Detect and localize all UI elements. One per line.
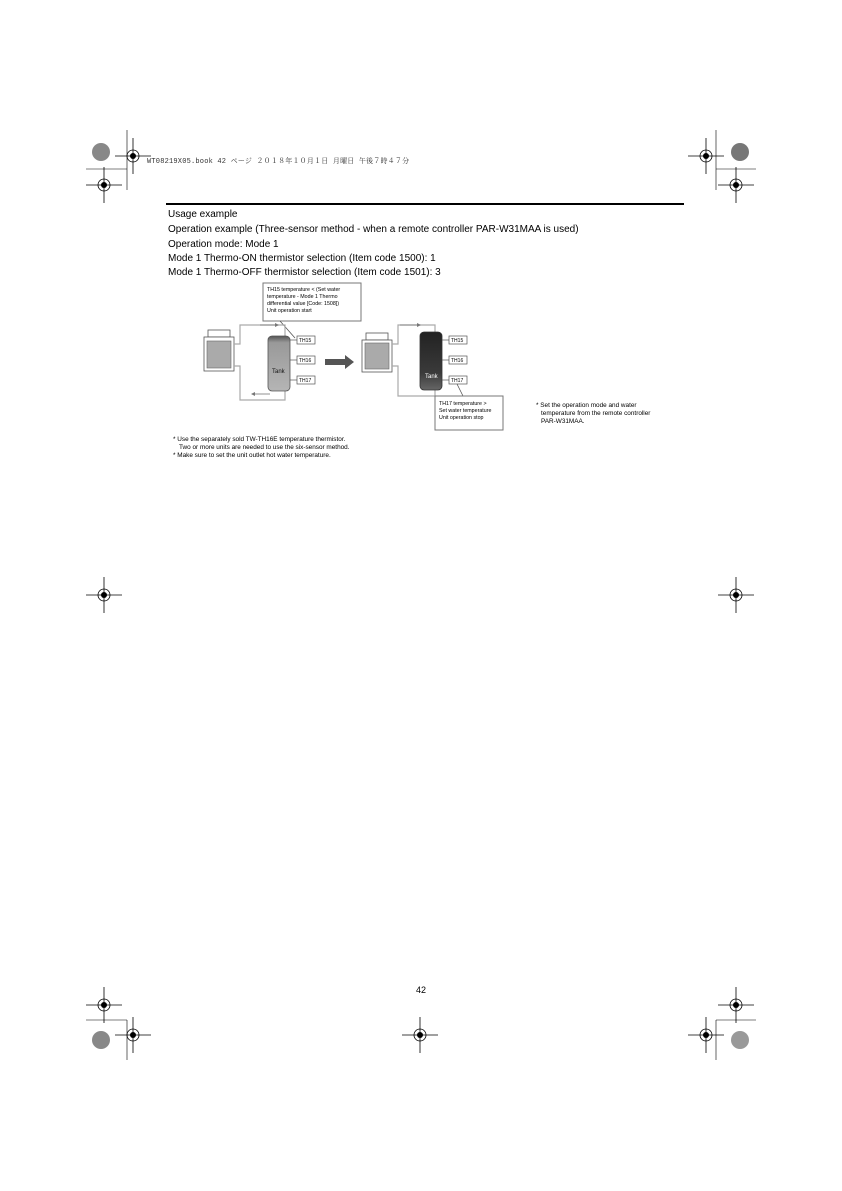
- crosshair-icon: [86, 987, 122, 1023]
- th15-label: TH15: [451, 338, 464, 344]
- page-number: 42: [415, 985, 426, 995]
- th17-label: TH17: [451, 378, 464, 384]
- th16-label: TH16: [451, 358, 464, 364]
- crosshair-icon: [688, 138, 724, 174]
- callout-start-line: differential value [Code: 1508]): [267, 301, 340, 307]
- usage-title: Usage example: [168, 209, 238, 220]
- thermo-on-setting: Mode 1 Thermo-ON thermistor selection (Item code 1500): 1: [168, 253, 436, 264]
- color-dot-icon: [731, 143, 749, 161]
- remote-note-line: * Set the operation mode and water: [536, 402, 637, 409]
- crosshair-icon: [402, 1017, 438, 1053]
- unit-top: [366, 333, 388, 340]
- crosshair-icon: [115, 138, 151, 174]
- footnote: * Use the separately sold TW-TH16E temperature thermistor.: [173, 436, 346, 443]
- section-rule: [166, 203, 684, 205]
- thermo-off-setting: Mode 1 Thermo-OFF thermistor selection (Item code 1501): 3: [168, 267, 441, 278]
- crosshair-icon: [688, 1017, 724, 1053]
- callout-stop-line: TH17 temperature >: [439, 401, 487, 407]
- operation-mode: Operation mode: Mode 1: [168, 239, 279, 250]
- operation-diagram: [195, 280, 515, 435]
- crosshair-icon: [86, 167, 122, 203]
- crosshair-icon: [718, 577, 754, 613]
- callout-start-line: temperature - Mode 1 Thermo: [267, 294, 338, 300]
- color-dot-icon: [92, 143, 110, 161]
- color-dot-icon: [731, 1031, 749, 1049]
- callout-stop-line: Unit operation stop: [439, 415, 484, 421]
- crosshair-icon: [718, 167, 754, 203]
- crosshair-icon: [86, 577, 122, 613]
- remote-note-line: temperature from the remote controller: [541, 410, 651, 417]
- crosshair-icon: [718, 987, 754, 1023]
- th15-label: TH15: [299, 338, 312, 344]
- callout-start-line: TH15 temperature < (Set water: [267, 287, 341, 293]
- th16-label: TH16: [299, 358, 312, 364]
- footnote: * Make sure to set the unit outlet hot water temperature.: [173, 452, 331, 459]
- operation-example: Operation example (Three-sensor method - when a remote controller PAR-W31MAA is used): [168, 224, 579, 235]
- tank-label: Tank: [425, 374, 438, 380]
- tank-right: [420, 332, 442, 390]
- print-header: WT08219X05.book 42 ページ ２０１８年１０月１日 月曜日 午後７時４７分: [147, 158, 410, 166]
- remote-note-line: PAR-W31MAA.: [541, 418, 585, 425]
- unit-top: [208, 330, 230, 337]
- callout-stop-line: Set water temperature: [439, 408, 492, 414]
- tank-label: Tank: [272, 369, 285, 375]
- th17-label: TH17: [299, 378, 312, 384]
- callout-start-line: Unit operation start: [267, 308, 312, 314]
- color-dot-icon: [92, 1031, 110, 1049]
- footnote: Two or more units are needed to use the six-sensor method.: [179, 444, 350, 451]
- tank-left: [268, 336, 290, 391]
- crosshair-icon: [115, 1017, 151, 1053]
- transition-arrow-icon: [325, 355, 354, 369]
